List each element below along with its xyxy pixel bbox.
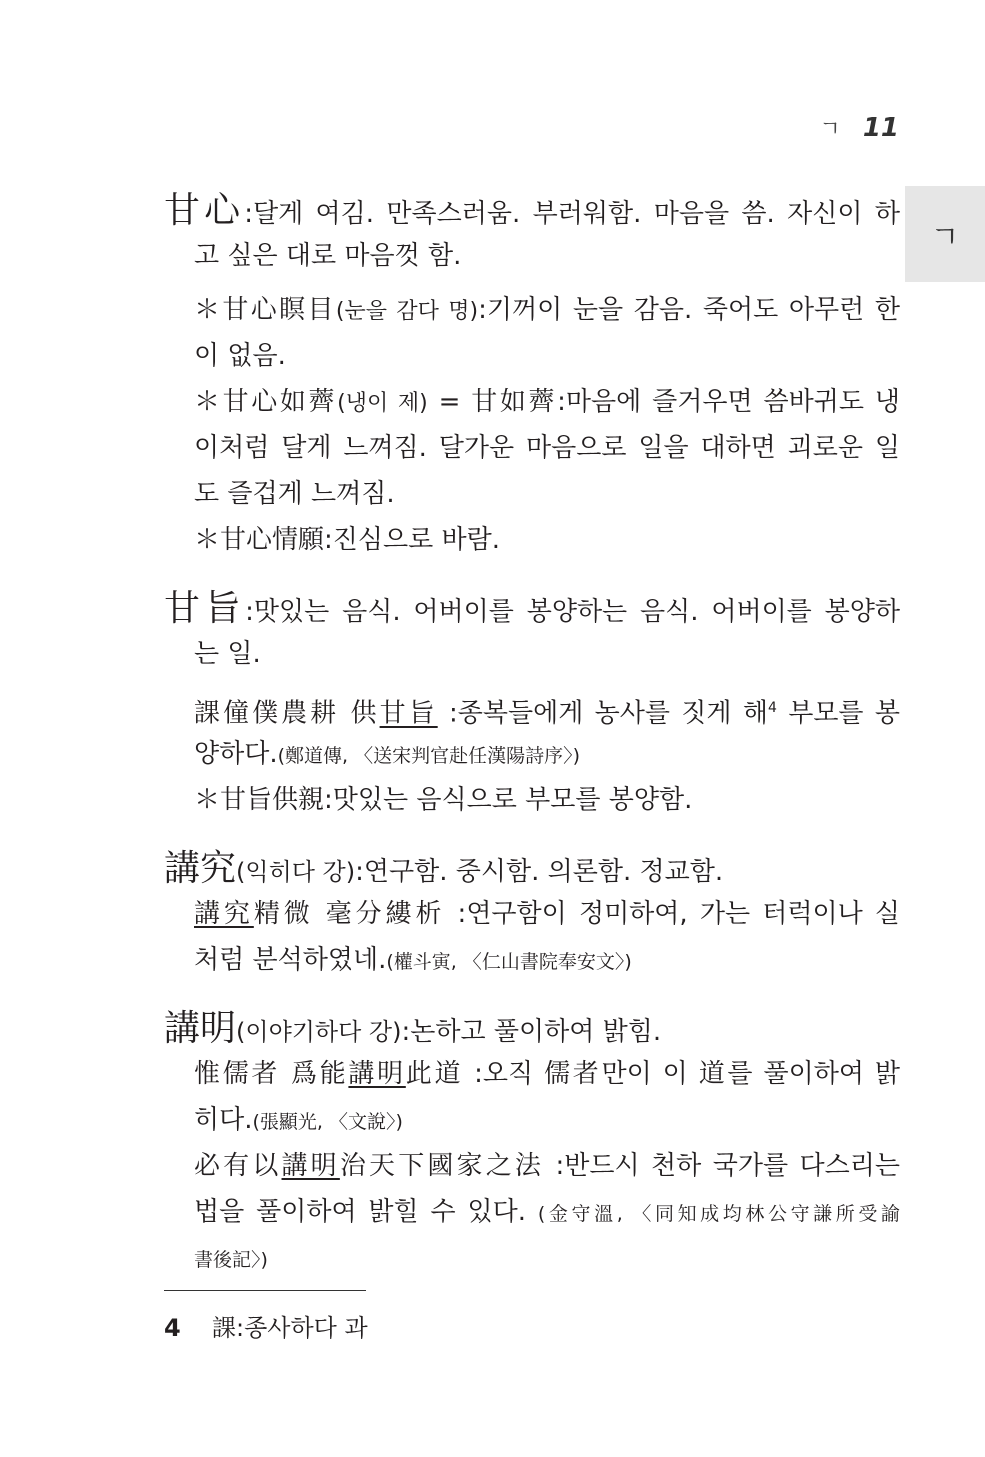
footnote-number: 4 — [164, 1314, 181, 1342]
example-line — [164, 1236, 900, 1282]
page-number: 11 — [862, 113, 899, 143]
entry-line: 고 싶은 대로 마음껏 함. — [194, 241, 462, 271]
translation: 부모를 봉 — [776, 698, 900, 729]
subentry-line: 이 없음. — [194, 341, 286, 371]
definition: :논하고 풀이하여 밝힘. — [401, 1017, 662, 1047]
entry-line: 는 일. — [194, 639, 261, 669]
translation: :반드시 천하 국가를 다스리는 — [544, 1151, 900, 1181]
footnote-text: 課:종사하다 과 — [212, 1314, 368, 1342]
example-hanja: 課僮僕農耕 供 — [194, 698, 380, 729]
subentry-line: 도 즐겁게 느껴짐. — [194, 479, 395, 509]
example-line — [164, 938, 900, 984]
reading-note: (냉이 제) — [337, 391, 428, 416]
source-citation: (權斗寅, 〈仁山書院奉安文〉) — [386, 951, 632, 973]
definition: :달게 여김. 만족스러움. 부러워함. 마음을 씀. 자신이 하 — [244, 199, 900, 229]
example-hanja: 必有以 — [194, 1151, 282, 1181]
translation: :종복들에게 농사를 짓게 해 — [437, 698, 768, 729]
footnote — [164, 1308, 368, 1348]
example-hanja: 此道 — [405, 1059, 464, 1089]
definition: :기꺼이 눈을 감음. 죽어도 아무런 한 — [478, 295, 900, 325]
definition: :맛있는 음식으로 부모를 봉양함. — [324, 785, 693, 815]
footnote-divider — [164, 1290, 366, 1291]
entry-line — [164, 846, 900, 892]
source-citation: (金守溫, 〈同知成均林公守謙所受諭 — [537, 1203, 900, 1225]
page-body — [164, 188, 900, 1304]
entry-gangmyeong — [164, 1006, 900, 1282]
subentry-line — [164, 288, 900, 334]
definition: :진심으로 바람. — [324, 525, 501, 555]
thumb-index-tab — [905, 186, 985, 282]
example-hanja: 惟儒者 爲能 — [194, 1059, 349, 1089]
translation: 법을 풀이하여 밝힐 수 있다. — [194, 1197, 538, 1227]
entry-gamji — [164, 586, 900, 824]
reading-note: (눈을 감다 명) — [335, 299, 479, 324]
example-line — [164, 892, 900, 938]
entry-line — [164, 188, 900, 234]
sub-headword: ＊甘旨供親 — [194, 785, 325, 815]
sub-headword: ＊甘心情願 — [194, 525, 325, 555]
running-header — [820, 112, 899, 152]
example-hanja-underlined: 講明 — [348, 1059, 406, 1089]
example-hanja-underlined: 講明 — [281, 1151, 340, 1181]
example-line — [164, 686, 900, 732]
sub-headword: ＊甘心如薺 — [194, 387, 338, 417]
reading-note: (이야기하다 강) — [236, 1018, 402, 1046]
equals-sign: = — [427, 387, 472, 417]
example-line — [164, 1190, 900, 1236]
example-hanja-underlined: 講究 — [194, 899, 254, 929]
section-mark: ㄱ — [819, 117, 841, 142]
definition: :연구함. 중시함. 의론함. 정교함. — [355, 857, 724, 887]
headword: 甘心 — [164, 190, 245, 231]
subentry-line: 이처럼 달게 느껴짐. 달가운 마음으로 일을 대하면 괴로운 일 — [194, 433, 900, 463]
reading-note: (익히다 강) — [236, 858, 356, 886]
footnote-ref: 4 — [767, 700, 777, 716]
headword: 講究 — [164, 848, 237, 889]
entry-line — [164, 586, 900, 632]
example-line — [164, 732, 900, 778]
translation: 양하다. — [194, 739, 278, 769]
translation: :오직 儒者만이 이 道를 풀이하여 밝 — [463, 1059, 901, 1089]
subentry-line — [164, 518, 900, 564]
entry-gamsim — [164, 188, 900, 564]
subentry-line — [164, 778, 900, 824]
source-citation: 書後記〉) — [194, 1249, 268, 1271]
translation: 처럼 분석하였네. — [194, 945, 387, 975]
headword: 甘旨 — [164, 588, 246, 629]
example-hanja: 治天下國家之法 — [339, 1151, 545, 1181]
source-citation: (張顯光, 〈文說〉) — [252, 1111, 403, 1133]
entry-line — [164, 1006, 900, 1052]
example-hanja: 精微 毫分縷析 — [253, 899, 446, 929]
sub-headword: 甘如薺 — [471, 387, 558, 417]
entry-ganggu — [164, 846, 900, 984]
translation: 히다. — [194, 1105, 253, 1135]
definition: :마음에 즐거우면 씀바귀도 냉 — [557, 387, 900, 417]
example-line — [164, 1144, 900, 1190]
sub-headword: ＊甘心瞑目 — [194, 295, 336, 325]
source-citation: (鄭道傳, 〈送宋判官赴任漢陽詩序〉) — [277, 745, 581, 767]
example-line — [164, 1098, 900, 1144]
example-hanja-underlined: 甘旨 — [379, 698, 438, 729]
definition: :맛있는 음식. 어버이를 봉양하는 음식. 어버이를 봉양하 — [245, 597, 900, 627]
thumb-index-label: ㄱ — [930, 220, 960, 255]
subentry-line — [164, 380, 900, 426]
example-line — [164, 1052, 900, 1098]
translation: :연구함이 정미하여, 가는 터럭이나 실 — [445, 899, 900, 929]
headword: 講明 — [164, 1008, 237, 1049]
